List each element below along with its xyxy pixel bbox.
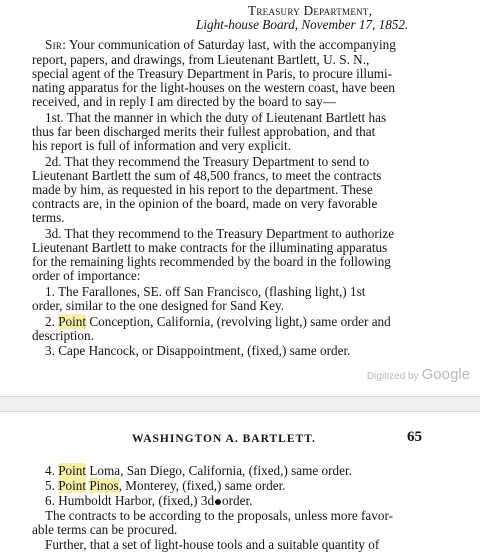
text-line-28: Further, that a set of light-house tools and a suitable quantity of (45, 537, 380, 552)
highlighted-word-pinos: Pinos (89, 478, 119, 493)
text-line-8: his report is full of information and very explicit. (32, 138, 291, 153)
text-line-14: 3d. That they recommend to the Treasury Department to authorize (45, 226, 395, 241)
text-line-10: Lieutenant Bartlett the sum of 48,500 francs, to meet the contracts (32, 168, 382, 183)
line-24-rest: , Monterey, (fixed,) same order. (118, 478, 286, 493)
page-number: 65 (407, 429, 422, 445)
text-line-19: order, similar to the one designed for Sand Key. (32, 298, 285, 313)
line-23-rest: Loma, San Diego, California, (fixed,) same order. (89, 463, 352, 478)
text-line-13: terms. (32, 210, 65, 225)
text-line-27: able terms can be procured. (32, 522, 178, 537)
line-20-prefix: 2. (45, 314, 55, 329)
digitized-watermark (367, 366, 470, 383)
text-line-22: 3. Cape Hancock, or Disappointment, (fixed,) same order. (45, 343, 351, 358)
text-line-23 (45, 463, 352, 478)
text-line-9: 2d. That they recommend the Treasury Department to send to (45, 154, 370, 169)
page-separator (0, 396, 480, 412)
text-line-16: for the remaining lights recommended by the board in the following (32, 254, 391, 269)
header-dateline: Light-house Board, November 17, 1852. (196, 17, 409, 32)
text-line-5: received, and in reply I am directed by the board to say— (32, 94, 336, 109)
text-line-15: Lieutenant Bartlett to make contracts for the illuminating apparatus (32, 240, 388, 255)
text-line-7: thus far been discharged merits their fullest approbation, and that (32, 124, 376, 139)
text-line-4: nating apparatus for the light-houses on the western coast, have been (32, 80, 395, 95)
text-line-6: 1st. That the manner in which the duty of Lieutenant Bartlett has (45, 110, 387, 125)
google-logo: Google (421, 366, 470, 383)
text-line-18: 1. The Farallones, SE. off San Francisco, (flashing light,) 1st (45, 284, 366, 299)
highlighted-word-point: Point (58, 463, 87, 478)
highlighted-word-point: Point (58, 478, 87, 493)
text-line-2: report, papers, and drawings, from Lieutenant Bartlett, U. S. N., (32, 52, 370, 67)
line-25-text: 6. Humboldt Harbor, (fixed,) 3d (45, 493, 215, 508)
watermark-prefix: Digitized by (366, 371, 419, 382)
salutation: Sir: (45, 37, 67, 52)
running-head: WASHINGTON A. BARTLETT. (132, 433, 316, 445)
text-line-3: special agent of the Treasury Department in Paris, to procure illumi- (32, 66, 393, 81)
text-line-24 (45, 478, 286, 493)
ink-blot-icon (215, 499, 221, 505)
line-20-rest: Conception, California, (revolving light,) same order and (89, 314, 391, 329)
text-line-25 (45, 493, 252, 508)
text-line-17: order of importance: (32, 268, 141, 283)
line-1-text: Your communication of Saturday last, with the accompanying (69, 37, 396, 52)
text-line-20 (45, 314, 391, 329)
text-line-11: made by him, as requested in his report to the department. These (32, 182, 373, 197)
header-department (248, 3, 372, 18)
department-title: Treasury Department, (248, 3, 373, 18)
text-line-1 (45, 37, 396, 52)
text-line-21: description. (32, 328, 94, 343)
line-25-order: order. (222, 493, 253, 508)
line-23-prefix: 4. (45, 463, 55, 478)
text-line-12: contracts are, in the opinion of the board, made on very favorable (32, 196, 378, 211)
text-line-26: The contracts to be according to the proposals, unless more favor- (45, 508, 393, 523)
line-24-prefix: 5. (45, 478, 55, 493)
highlighted-word-point: Point (58, 314, 87, 329)
